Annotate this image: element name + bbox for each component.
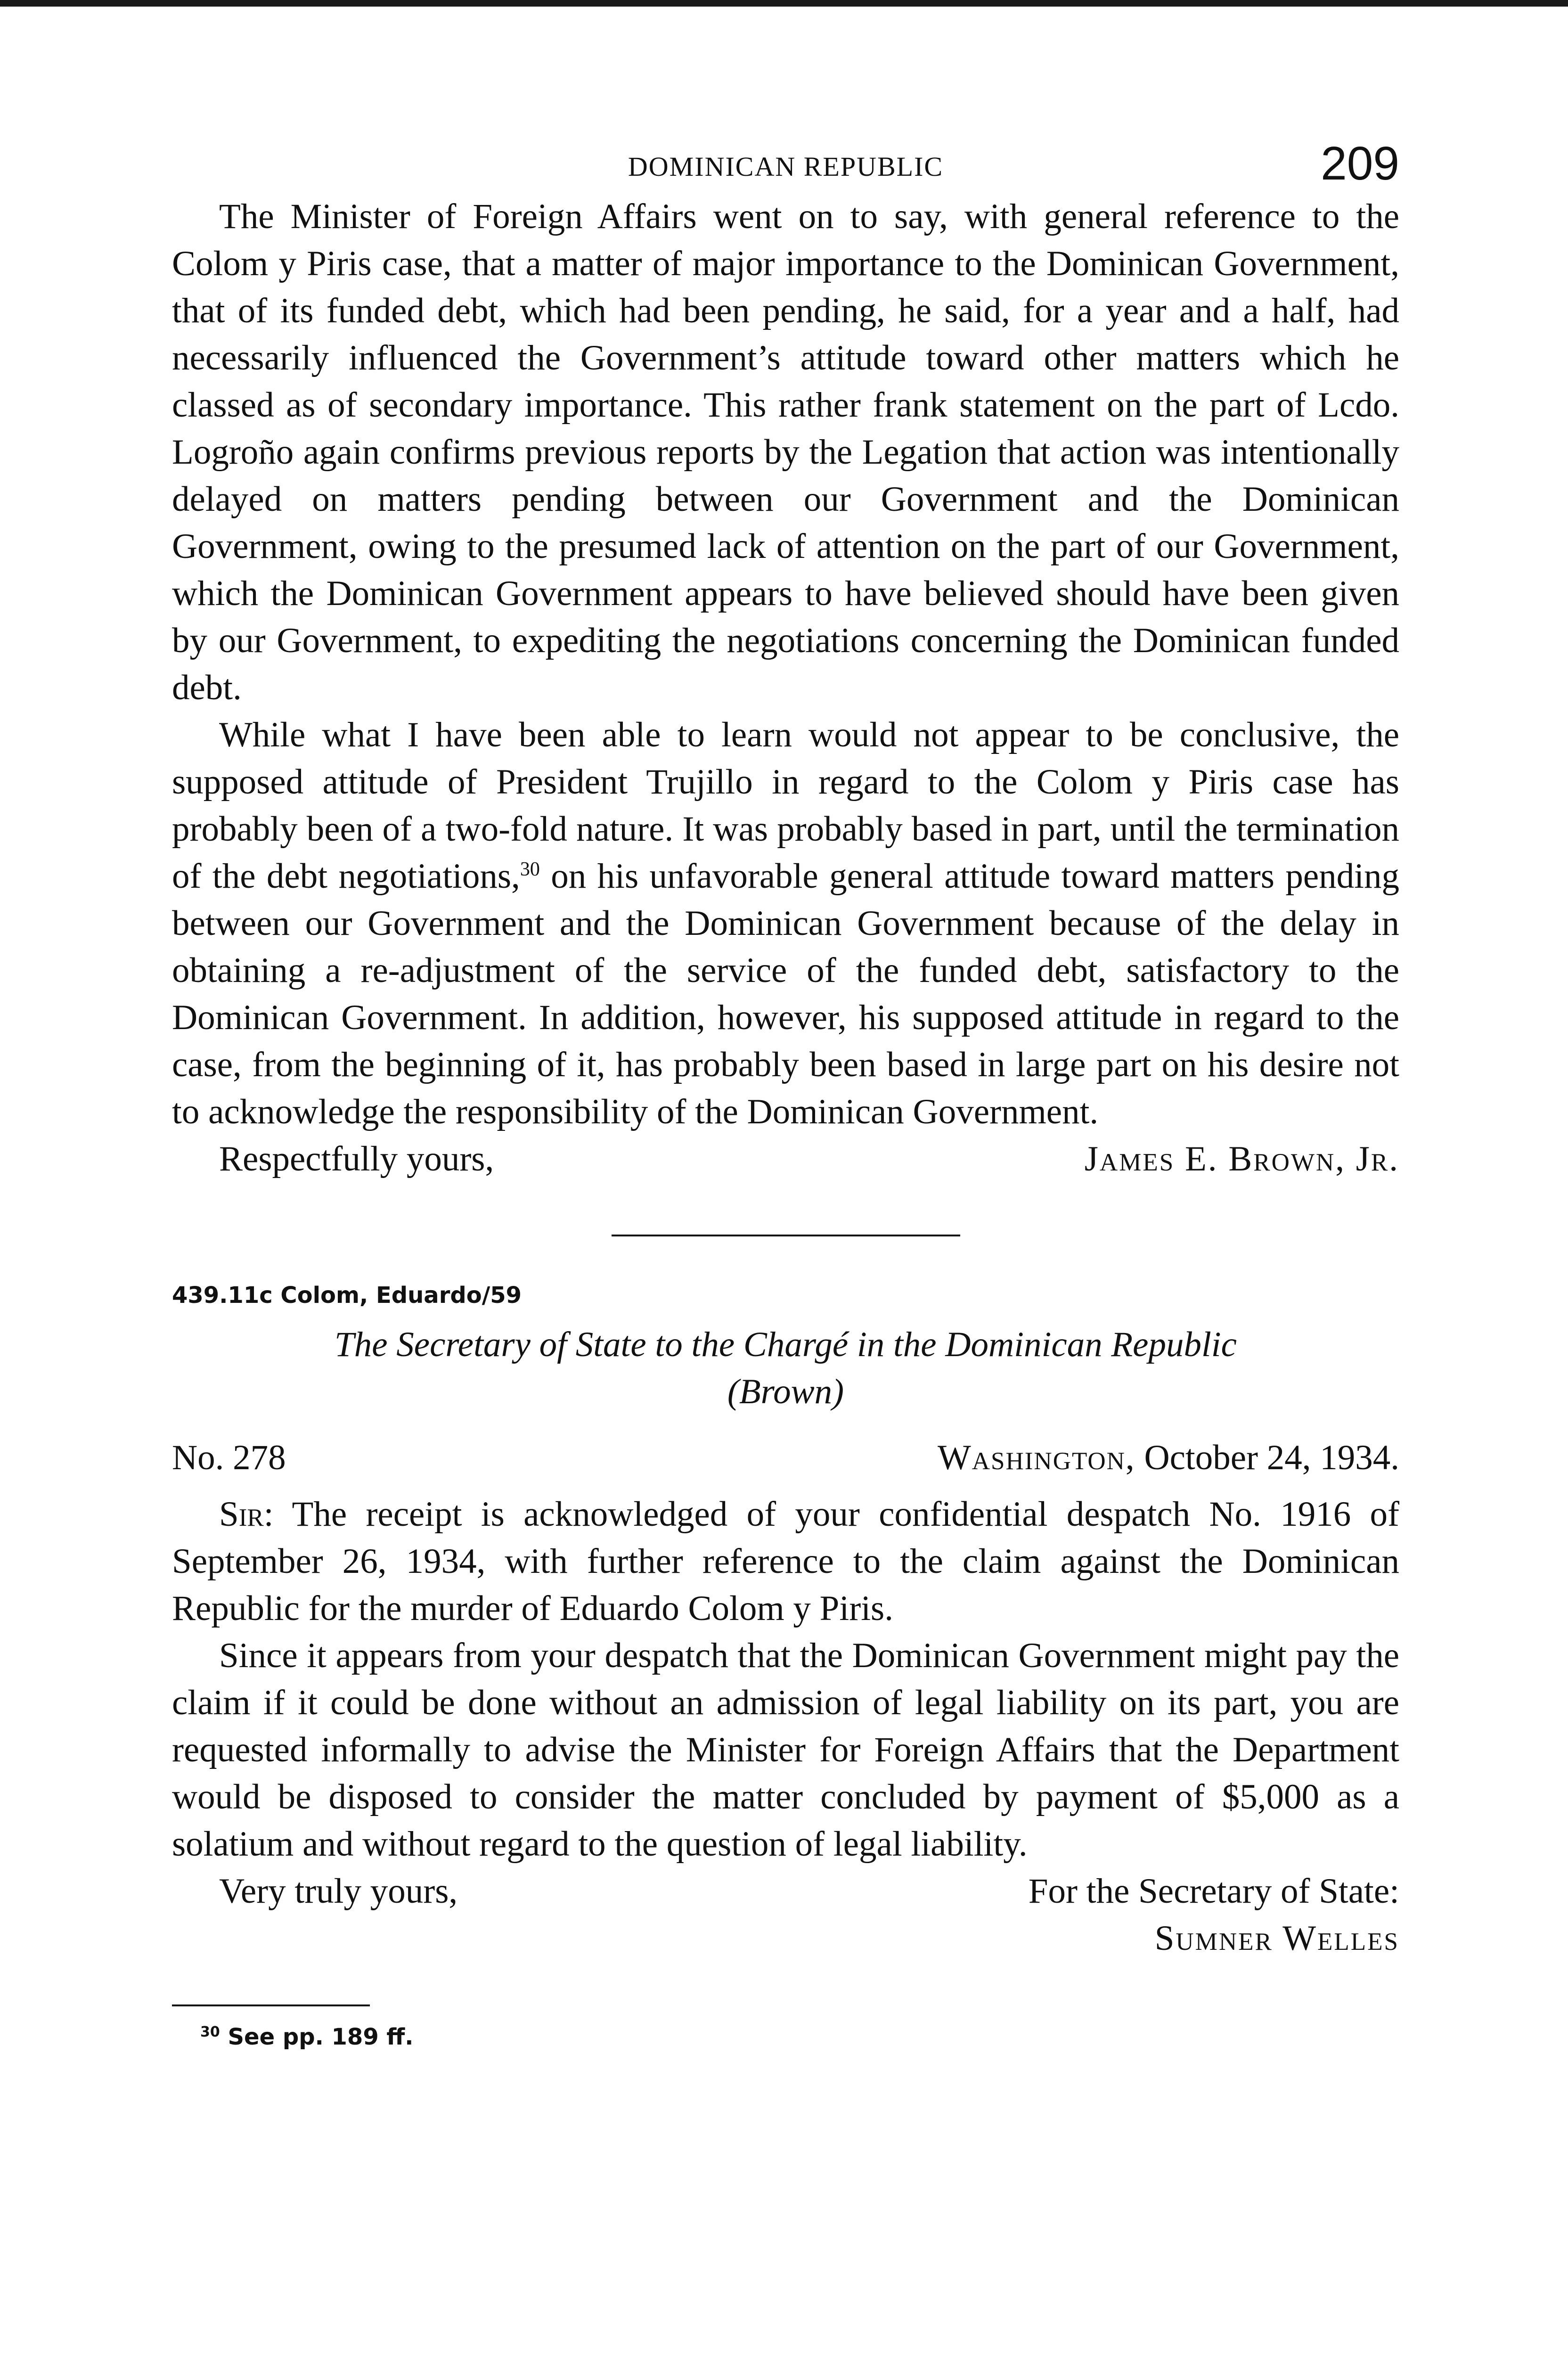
paragraph-text: While what I have been able to learn would not appear to be conclusive, the supposed attitude of President Trujillo in regard to the Colom y Piris case has probably been of a two-fold nature. It was probably based in part, until the termination of the debt negotiations,	[172, 715, 1399, 896]
complimentary-close: Respectfully yours,	[219, 1139, 494, 1178]
signature: Sumner Welles	[1154, 1919, 1399, 1958]
section-divider	[612, 1235, 960, 1236]
signature: James E. Brown, Jr.	[1084, 1139, 1399, 1178]
paragraph-text: : The receipt is acknowledged of your confidential despatch No. 1916 of September 26, 1934, with further reference to the claim against the Dominican Republic for the murder of Eduardo Colom y Piris.	[172, 1495, 1399, 1628]
running-head	[172, 137, 1399, 193]
place-date	[938, 1434, 1399, 1481]
paragraph: The Minister of Foreign Affairs went on to say, with general reference to the Colom y Piris case, that a matter of major importance to the Dominican Government, that of its funded debt, which had been pending, he said, for a year and a half, had necessarily influenced the Government’s attitude toward other matters which he classed as of secondary importance. This rather frank statement on the part of Lcdo. Logroño again confirms previous reports by the Legation that action was intentionally delayed on matters pending between our Government and the Dominican Government, owing to the presumed lack of attention on the part of our Government, which the Dominican Government appears to have believed should have been given by our Government, to expediting the negotiations concerning the Dominican funded debt.	[172, 197, 1399, 707]
paragraph: Since it appears from your despatch that the Dominican Government might pay the claim if it could be done without an admission of legal liability on its part, you are requested informally to advise the Minister for Foreign Affairs that the Department would be disposed to consider the matter concluded by payment of $5,000 as a solatium and without regard to the question of legal liability.	[172, 1636, 1399, 1864]
footnote-rule	[172, 2004, 370, 2006]
heading-line: The Secretary of State to the Chargé in the Dominican Republic	[335, 1325, 1237, 1364]
running-title: DOMINICAN REPUBLIC	[628, 151, 944, 182]
footnote-marker: 30	[200, 2024, 220, 2040]
despatch-closing	[172, 1868, 1399, 1962]
dateline	[172, 1434, 1399, 1481]
despatch-body	[172, 1491, 1399, 1868]
page	[172, 137, 1399, 2053]
footnote-reference: 30	[520, 859, 540, 880]
date: October 24, 1934.	[1135, 1438, 1399, 1477]
footnote-text: See pp. 189 ff.	[220, 2024, 414, 2050]
place: Washington,	[937, 1438, 1135, 1477]
heading-line: (Brown)	[727, 1372, 844, 1411]
top-edge-rule	[0, 0, 1568, 7]
closing-row	[172, 1868, 1399, 1915]
document-heading	[172, 1321, 1399, 1415]
footnote	[172, 2021, 1399, 2053]
letter-closing	[172, 1136, 1399, 1183]
paragraph	[172, 712, 1399, 1136]
paragraph-text: on his unfavorable general attitude toward matters pending between our Government and the Dominican Government because of the delay in obtaining a re-adjustment of the service of the funded debt, satisfactory to the Dominican Government. In addition, however, his supposed attitude in regard to the case, from the beginning of it, has probably been based in large part on his desire not to acknowledge the responsibility of the Dominican Government.	[172, 857, 1399, 1131]
salutation: Sir	[219, 1495, 264, 1534]
letter-body	[172, 193, 1399, 1136]
for-secretary-line: For the Secretary of State:	[1028, 1872, 1399, 1911]
file-reference: 439.11c Colom, Eduardo/59	[172, 1282, 522, 1309]
document-number: No. 278	[172, 1438, 286, 1477]
paragraph	[172, 1491, 1399, 1632]
page-number: 209	[1321, 137, 1399, 190]
complimentary-close: Very truly yours,	[219, 1872, 458, 1911]
